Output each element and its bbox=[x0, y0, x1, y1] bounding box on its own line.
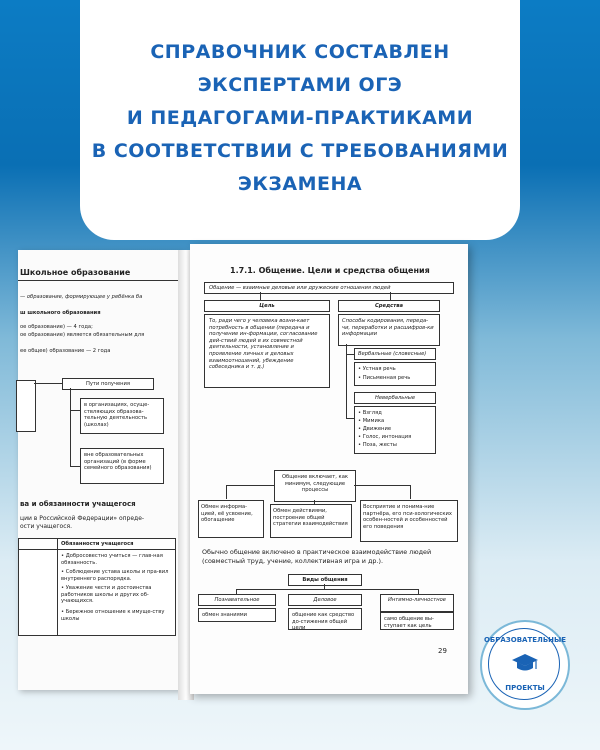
duty-2: • Соблюдение устава школы и пра-вил внутреннего распорядка. bbox=[61, 569, 169, 582]
type-2: Деловое bbox=[313, 597, 337, 603]
way-1-box bbox=[80, 398, 164, 434]
publisher-badge bbox=[480, 620, 570, 710]
definition-box bbox=[204, 282, 454, 294]
verbal-items-box bbox=[354, 362, 436, 386]
open-book bbox=[18, 250, 468, 720]
section-2-text-2: ости учащегося. bbox=[20, 523, 73, 530]
type-1: Познавательное bbox=[214, 597, 260, 603]
process-3-box bbox=[360, 500, 458, 542]
nonverbal-label: Невербальные bbox=[374, 395, 416, 401]
right-page-title: 1.7.1. Общение. Цели и средства общения bbox=[230, 266, 430, 275]
way-2-box bbox=[80, 448, 164, 484]
means-text: Способы кодирования, переда-чи, переработки и расшифров-ки информации bbox=[342, 318, 434, 338]
duties-header: Обязанности учащегося bbox=[61, 541, 134, 547]
verbal-label: Вербальные (словесные) bbox=[358, 351, 427, 357]
goal-label: Цель bbox=[259, 303, 275, 309]
badge-top-text: ОБРАЗОВАТЕЛЬНЫЕ bbox=[483, 636, 567, 644]
includes-label: Общение включает, как минимум, следующие процессы bbox=[281, 474, 349, 494]
badge-bottom-text: ПРОЕКТЫ bbox=[505, 684, 545, 692]
headline-line-1: СПРАВОЧНИК СОСТАВЛЕН bbox=[150, 41, 450, 63]
ways-label: Пути получения bbox=[85, 381, 131, 387]
nonverbal-item-5: • Поза, жесты bbox=[358, 442, 397, 448]
type-1-text-box bbox=[198, 608, 276, 622]
process-2: Обмен действиями, построение общей стратегии взаимодействия bbox=[273, 508, 348, 528]
right-page bbox=[190, 244, 468, 694]
nonverbal-item-2: • Мимика bbox=[358, 418, 385, 424]
types-label: Виды общения bbox=[302, 577, 348, 583]
headline-line-5: ЭКЗАМЕНА bbox=[237, 173, 363, 195]
nonverbal-items-box bbox=[354, 406, 436, 454]
headline-text bbox=[80, 36, 520, 201]
headline-banner bbox=[80, 0, 520, 240]
graduation-cap-icon bbox=[511, 652, 539, 674]
means-text-box bbox=[338, 314, 440, 346]
type-3-box bbox=[380, 594, 454, 612]
stage-3: ее общее) образование — 2 года bbox=[20, 348, 111, 354]
stage-1: ое образование) — 4 года; bbox=[20, 324, 93, 330]
ways-box bbox=[62, 378, 154, 390]
definition-text: Общение — взаимные деловые или дружеские отношения людей bbox=[209, 285, 391, 291]
process-1-box bbox=[198, 500, 264, 538]
type-1-text: обмен знаниями bbox=[202, 612, 248, 618]
verbal-box bbox=[354, 348, 436, 360]
goal-box bbox=[204, 300, 330, 312]
way-2: вне образовательных организаций (в форме семейного образования) bbox=[84, 452, 152, 472]
means-box bbox=[338, 300, 440, 312]
stages-title: ш школьного образования bbox=[20, 310, 101, 316]
duty-1: • Добросовестно учиться — глав-ная обязанность. bbox=[61, 553, 163, 566]
nonverbal-item-3: • Движение bbox=[358, 426, 392, 432]
duties-table bbox=[18, 538, 176, 636]
left-cut-box bbox=[16, 380, 36, 432]
goal-text: То, ради чего у человека возни-кает потребность в общении (передача и получение ин-формации, согласование дей-ствий людей в их совместной деятельности, установление и проявление личных и деловых взаимоотношений, убеждение собеседника и т. д.) bbox=[209, 318, 318, 371]
type-2-box bbox=[288, 594, 362, 606]
type-1-box bbox=[198, 594, 276, 606]
headline-line-4: В СООТВЕТСТВИИ С ТРЕБОВАНИЯМИ bbox=[91, 140, 509, 162]
duty-4: • Бережное отношение к имуще-ству школы bbox=[61, 609, 165, 622]
means-label: Средства bbox=[374, 303, 404, 309]
page-number: 29 bbox=[438, 647, 447, 655]
type-2-text-box bbox=[288, 608, 362, 630]
practical-sentence: Обычно общение включено в практическое взаимодействие людей (совместный труд, учение, коллективная игра и др.). bbox=[202, 548, 432, 565]
verbal-item-2: • Письменная речь bbox=[358, 375, 411, 381]
duty-3: • Уважение чести и достоинства работников школы и других об-учающихся. bbox=[61, 585, 152, 605]
type-3-text-box bbox=[380, 612, 454, 630]
nonverbal-item-4: • Голос, интонация bbox=[358, 434, 412, 440]
section-2-title: ва и обязанности учащегося bbox=[20, 500, 136, 508]
left-definition: — образование, формирующее у ребёнка ба bbox=[20, 294, 143, 300]
left-page bbox=[18, 250, 183, 690]
type-2-text: общение как средство до-стижения общей цели bbox=[292, 612, 355, 632]
way-1: в организациях, осуще-ствляющих образова-тельную деятельность (школах) bbox=[84, 402, 150, 428]
headline-line-2: ЭКСПЕРТАМИ ОГЭ bbox=[197, 74, 403, 96]
types-box bbox=[288, 574, 362, 586]
process-2-box bbox=[270, 504, 352, 538]
includes-box bbox=[274, 470, 356, 502]
section-2-text: ции в Российской Федерации» опреде- bbox=[20, 515, 145, 522]
headline-line-3: И ПЕДАГОГАМИ-ПРАКТИКАМИ bbox=[126, 107, 474, 129]
nonverbal-item-1: • Взгляд bbox=[358, 410, 382, 416]
left-page-title: Школьное образование bbox=[20, 268, 131, 277]
nonverbal-box bbox=[354, 392, 436, 404]
verbal-item-1: • Устная речь bbox=[358, 366, 396, 372]
goal-text-box bbox=[204, 314, 330, 388]
type-3-text: само общение вы-ступает как цель bbox=[384, 616, 434, 629]
process-1: Обмен информа-цией, её усвоение, обогащение bbox=[201, 504, 253, 524]
type-3: Интимно-личностное bbox=[388, 597, 446, 603]
stage-2: ое образование) является обязательным для bbox=[20, 332, 145, 338]
process-3: Восприятие и понима-ние партнёра, его пси-хологических особен-ностей и особенностей его поведения bbox=[363, 504, 452, 530]
